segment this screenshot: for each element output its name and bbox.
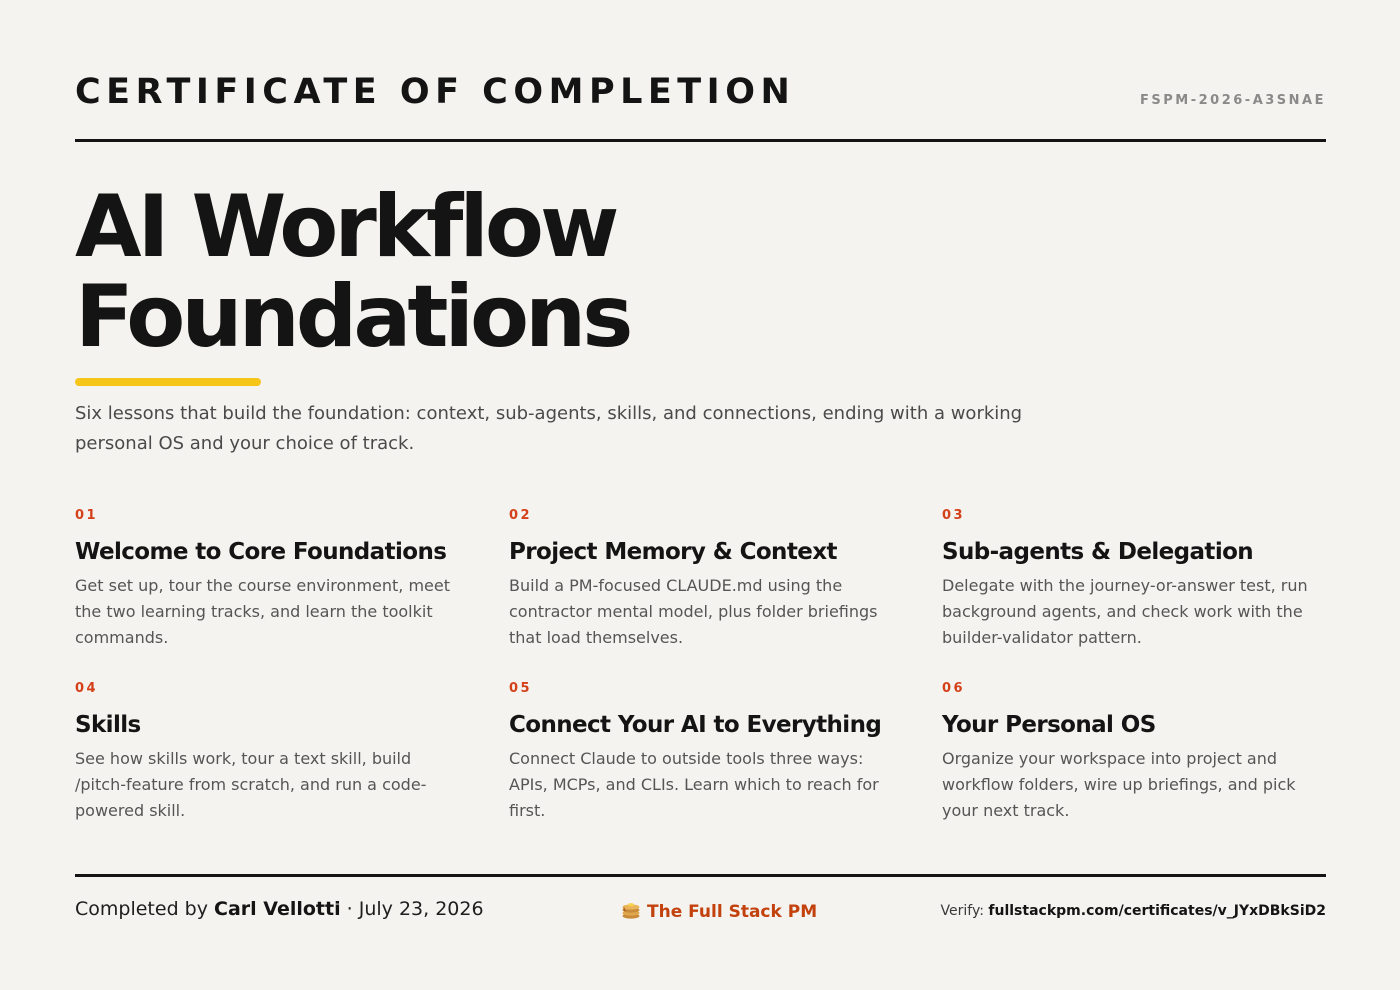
certificate-page bbox=[75, 0, 1326, 990]
lesson-description: Build a PM-focused CLAUDE.md using the contractor mental model, plus folder briefings that load themselves. bbox=[509, 576, 878, 647]
lesson-description: Connect Claude to outside tools three ways: APIs, MCPs, and CLIs. Learn which to reach for first. bbox=[509, 749, 879, 820]
completed-prefix: Completed by bbox=[75, 898, 208, 920]
lesson-description: Organize your workspace into project and workflow folders, wire up briefings, and pick your next track. bbox=[942, 749, 1296, 820]
date-separator: · bbox=[340, 898, 359, 920]
lesson-title: Your Personal OS bbox=[942, 712, 1156, 738]
certificate-heading: CERTIFICATE OF COMPLETION bbox=[75, 72, 796, 112]
verify-line bbox=[941, 903, 1326, 919]
lesson-title: Sub-agents & Delegation bbox=[942, 539, 1254, 565]
brand-logo bbox=[621, 900, 817, 922]
verify-link[interactable]: fullstackpm.com/certificates/v_JYxDBkSiD2 bbox=[988, 903, 1326, 919]
recipient-name: Carl Vellotti bbox=[214, 898, 341, 920]
certificate-id: FSPM-2026-A3SNAE bbox=[1140, 93, 1326, 108]
lesson-card-02 bbox=[509, 508, 899, 651]
lesson-description: Get set up, tour the course environment, meet the two learning tracks, and learn the toolkit commands. bbox=[75, 576, 451, 647]
completion-line bbox=[75, 898, 484, 920]
verify-label: Verify: bbox=[940, 903, 984, 919]
lesson-number: 04 bbox=[75, 681, 99, 696]
lesson-number: 01 bbox=[75, 508, 99, 523]
course-title-line1: AI Workflow bbox=[75, 177, 616, 277]
lesson-card-04 bbox=[75, 681, 465, 824]
course-description: Six lessons that build the foundation: context, sub-agents, skills, and connections, ending with a working personal OS and your choice of track. bbox=[75, 403, 1023, 454]
lesson-card-05 bbox=[509, 681, 899, 824]
lesson-title: Connect Your AI to Everything bbox=[509, 712, 882, 738]
course-title-line2: Foundations bbox=[75, 267, 630, 367]
lesson-title: Project Memory & Context bbox=[509, 539, 837, 565]
lesson-number: 06 bbox=[942, 681, 966, 696]
brand-name: The Full Stack PM bbox=[647, 902, 818, 922]
certificate-header bbox=[75, 72, 1326, 116]
title-accent-bar bbox=[75, 378, 261, 386]
lesson-card-03 bbox=[942, 508, 1332, 651]
lesson-title: Welcome to Core Foundations bbox=[75, 539, 447, 565]
lesson-description: Delegate with the journey-or-answer test, run background agents, and check work with the builder-validator pattern. bbox=[942, 576, 1308, 647]
header-divider bbox=[75, 139, 1326, 142]
lesson-number: 03 bbox=[942, 508, 966, 523]
lesson-number: 02 bbox=[509, 508, 533, 523]
lesson-description: See how skills work, tour a text skill, build /pitch-feature from scratch, and run a code-powered skill. bbox=[75, 749, 427, 820]
course-title bbox=[75, 177, 630, 367]
lesson-number: 05 bbox=[509, 681, 533, 696]
pancakes-icon bbox=[621, 900, 641, 920]
lesson-card-06 bbox=[942, 681, 1332, 824]
footer-divider bbox=[75, 874, 1326, 877]
certificate-footer bbox=[75, 896, 1326, 928]
lesson-title: Skills bbox=[75, 712, 141, 738]
lesson-card-01 bbox=[75, 508, 465, 651]
completion-date: July 23, 2026 bbox=[358, 898, 484, 920]
